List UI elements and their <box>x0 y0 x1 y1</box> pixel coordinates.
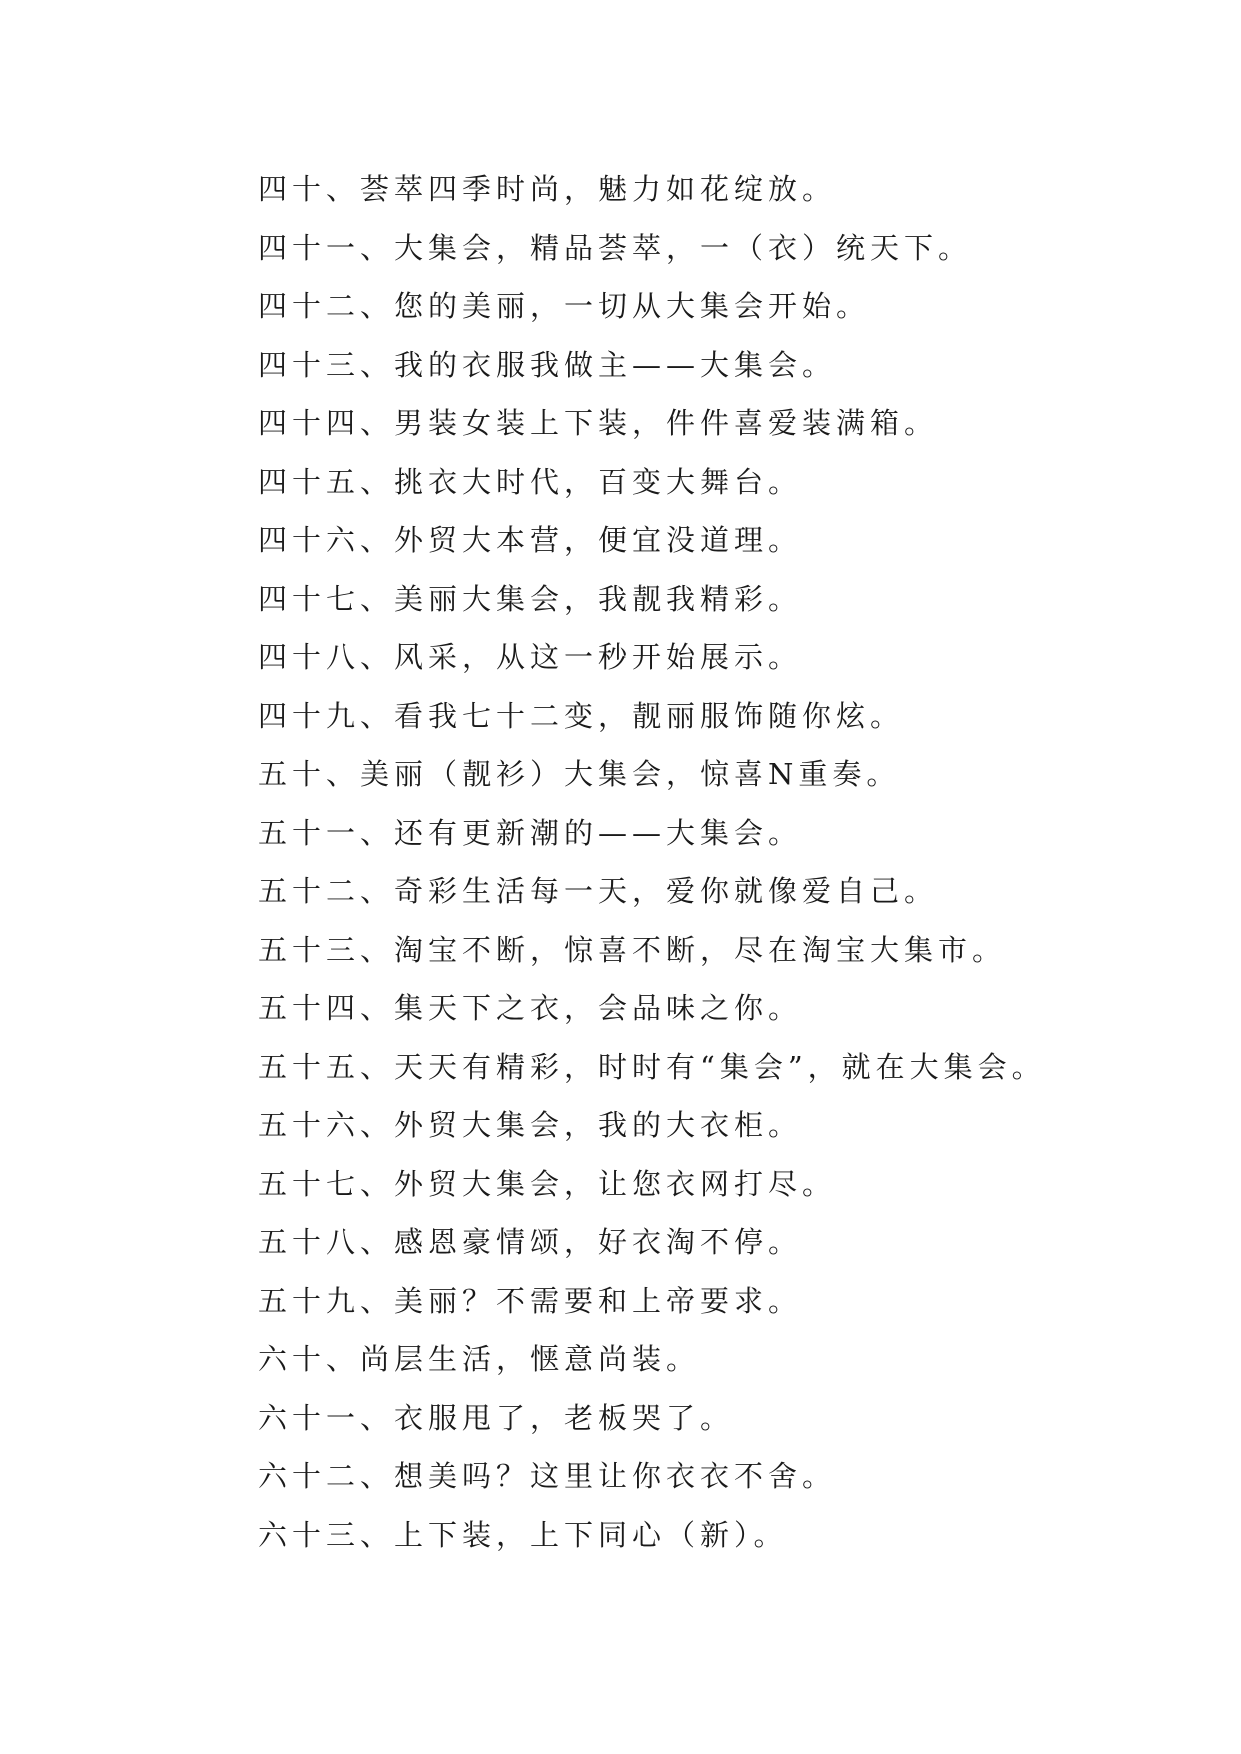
slogan-line-48: 四十八、风采，从这一秒开始展示。 <box>258 640 803 674</box>
slogan-line-54: 五十四、集天下之衣，会品味之你。 <box>258 991 803 1025</box>
slogan-line-43: 四十三、我的衣服我做主——大集会。 <box>258 347 837 382</box>
slogan-line-42: 四十二、您的美丽，一切从大集会开始。 <box>258 289 871 323</box>
slogan-line-52: 五十二、奇彩生活每一天，爱你就像爱自己。 <box>258 874 939 908</box>
slogan-line-55: 五十五、天天有精彩，时时有“集会”，就在大集会。 <box>258 1049 1046 1084</box>
slogan-line-59: 五十九、美丽？不需要和上帝要求。 <box>258 1283 803 1318</box>
slogan-line-44: 四十四、男装女装上下装，件件喜爱装满箱。 <box>258 406 939 440</box>
slogan-list <box>258 160 1158 1564</box>
slogan-line-51: 五十一、还有更新潮的——大集会。 <box>258 815 803 850</box>
slogan-line-50: 五十、美丽（靓衫）大集会，惊喜N重奏。 <box>258 757 901 791</box>
slogan-line-41: 四十一、大集会，精品荟萃，一（衣）统天下。 <box>258 230 973 265</box>
slogan-line-63: 六十三、上下装，上下同心（新）。 <box>258 1517 788 1552</box>
slogan-line-62: 六十二、想美吗？这里让你衣衣不舍。 <box>258 1459 837 1493</box>
slogan-line-45: 四十五、挑衣大时代，百变大舞台。 <box>258 464 803 499</box>
slogan-line-49: 四十九、看我七十二变，靓丽服饰随你炫。 <box>258 698 905 733</box>
slogan-line-47: 四十七、美丽大集会，我靓我精彩。 <box>258 581 803 616</box>
slogan-line-40: 四十、荟萃四季时尚，魅力如花绽放。 <box>258 172 837 206</box>
slogan-line-46: 四十六、外贸大本营，便宜没道理。 <box>258 523 803 557</box>
slogan-line-57: 五十七、外贸大集会，让您衣网打尽。 <box>258 1166 837 1201</box>
slogan-line-58: 五十八、感恩豪情颂，好衣淘不停。 <box>258 1225 803 1259</box>
slogan-line-60: 六十、尚层生活，惬意尚装。 <box>258 1342 701 1376</box>
slogan-line-56: 五十六、外贸大集会，我的大衣柜。 <box>258 1108 803 1142</box>
slogan-line-53: 五十三、淘宝不断，惊喜不断，尽在淘宝大集市。 <box>258 932 1007 967</box>
slogan-line-61: 六十一、衣服甩了，老板哭了。 <box>258 1400 735 1435</box>
